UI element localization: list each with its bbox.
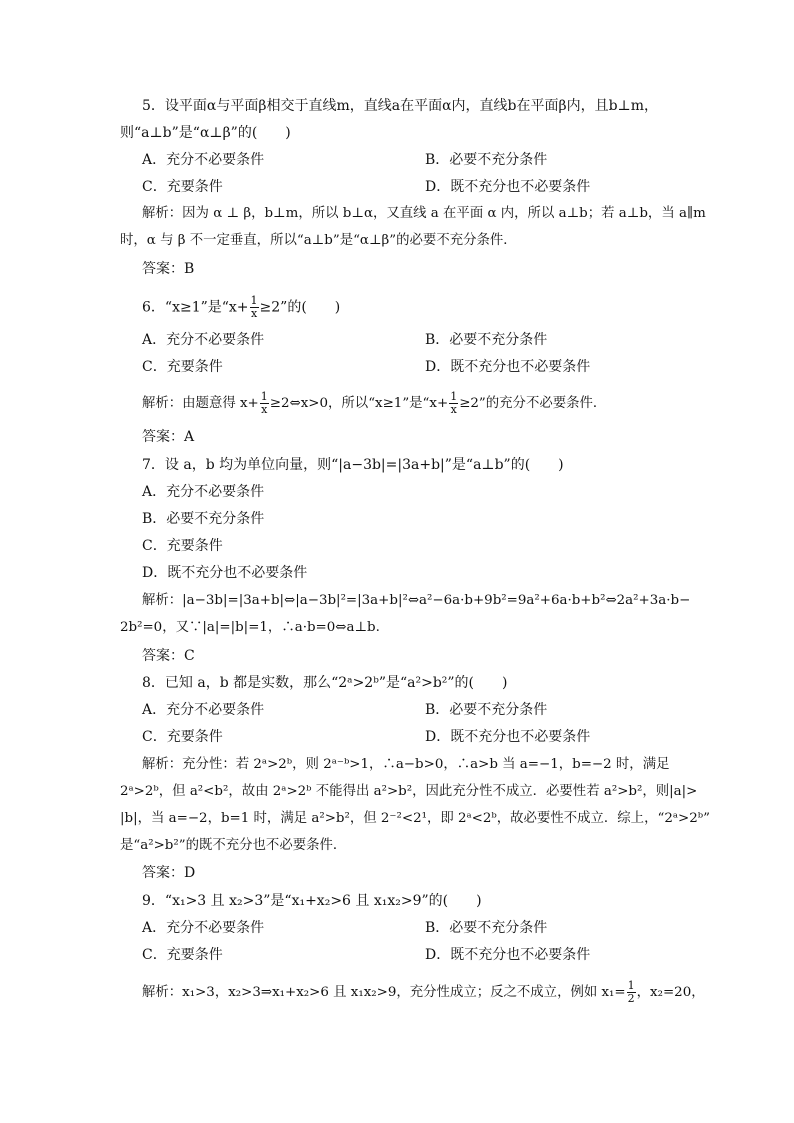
q5-option-a: A．充分不必要条件 xyxy=(142,152,265,168)
q7-option-a: A．充分不必要条件 xyxy=(142,484,265,500)
q8-answer: 答案：D xyxy=(142,865,196,881)
q5-answer: 答案：B xyxy=(142,261,195,277)
q7-stem: 7．设 a，b 均为单位向量，则“|a−3b|=|3a+b|”是“a⊥b”的( ) xyxy=(142,457,564,473)
q7-option-c: C．充要条件 xyxy=(142,538,223,554)
q6-option-d: D．既不充分也不必要条件 xyxy=(425,359,591,375)
q6-sol-fraction-2 xyxy=(449,391,458,416)
q9-sol-pre: 解析：x₁>3，x₂>3⇒x₁+x₂>6 且 x₁x₂>9，充分性成立；反之不成立，例如 x₁= xyxy=(142,985,626,1000)
q9-option-d: D．既不充分也不必要条件 xyxy=(425,947,591,963)
q6-answer: 答案：A xyxy=(142,429,195,445)
q8-option-a: A．充分不必要条件 xyxy=(142,702,265,718)
q5-stem-line1: 5．设平面α与平面β相交于直线m，直线a在平面α内，直线b在平面β内，且b⊥m， xyxy=(142,98,658,114)
q9-sol-post: ，x₂=20， xyxy=(636,985,705,1000)
q8-option-b: B．必要不充分条件 xyxy=(425,702,548,718)
q6-option-b: B．必要不充分条件 xyxy=(425,332,548,348)
q5-solution-line1: 解析：因为 α ⊥ β，b⊥m，所以 b⊥α，又直线 a 在平面 α 内，所以 a⊥b；若 a⊥b，当 a∥m xyxy=(142,206,706,221)
q9-sol-frac-den: 2 xyxy=(627,992,635,1005)
q6-sol-post: ≥2”的充分不必要条件． xyxy=(459,396,607,411)
q6-sol-pre: 解析：由题意得 x+ xyxy=(142,396,259,411)
q7-solution-line1: 解析：|a−3b|=|3a+b|⇔|a−3b|²=|3a+b|²⇔a²−6a·b+9b²=9a²+6a·b+b²⇔2a²+3a·b− xyxy=(142,593,691,608)
q6-sol-frac1-num: 1 xyxy=(260,390,268,403)
q6-sol-frac1-den: x xyxy=(261,403,268,416)
q8-solution-line1: 解析：充分性：若 2ᵃ>2ᵇ，则 2ᵃ⁻ᵇ>1，∴a−b>0，∴a>b 当 a=−1，b=−2 时，满足 xyxy=(142,757,670,772)
q8-option-d: D．既不充分也不必要条件 xyxy=(425,729,591,745)
q9-sol-frac-num: 1 xyxy=(627,979,635,992)
q5-solution-line2: 时，α 与 β 不一定垂直，所以“a⊥b”是“α⊥β”的必要不充分条件． xyxy=(120,233,517,248)
q6-option-c: C．充要条件 xyxy=(142,359,223,375)
q6-stem-frac-den: x xyxy=(250,307,258,320)
q6-stem-frac-num: 1 xyxy=(250,294,258,307)
q8-solution-line4: 是“a²>b²”的既不充分也不必要条件． xyxy=(120,838,347,853)
q8-option-c: C．充要条件 xyxy=(142,729,223,745)
q9-sol-fraction xyxy=(627,980,636,1005)
q9-option-c: C．充要条件 xyxy=(142,947,223,963)
q9-solution xyxy=(142,980,705,1005)
q8-solution-line3: |b|，当 a=−2，b=1 时，满足 a²>b²，但 2⁻²<2¹，即 2ᵃ<2ᵇ，故必要性不成立．综上，“2ᵃ>2ᵇ” xyxy=(120,811,710,826)
q7-answer: 答案：C xyxy=(142,648,195,664)
q6-sol-mid: ≥2⇔x>0，所以“x≥1”是“x+ xyxy=(269,396,449,411)
q5-option-b: B．必要不充分条件 xyxy=(425,152,548,168)
q6-solution xyxy=(142,391,606,416)
q6-sol-fraction-1 xyxy=(260,391,269,416)
q6-sol-frac2-num: 1 xyxy=(450,390,458,403)
q6-stem-pre: 6．“x≥1”是“x+ xyxy=(142,299,249,316)
q8-solution-line2: 2ᵃ>2ᵇ，但 a²<b²，故由 2ᵃ>2ᵇ 不能得出 a²>b²，因此充分性不成立．必要性若 a²>b²，则|a|> xyxy=(120,784,698,799)
q7-option-d: D．既不充分也不必要条件 xyxy=(142,565,308,581)
q6-stem-fraction xyxy=(250,295,259,320)
q6-stem-post: ≥2”的( ) xyxy=(259,299,341,316)
q5-option-c: C．充要条件 xyxy=(142,179,223,195)
q7-option-b: B．必要不充分条件 xyxy=(142,511,265,527)
q7-solution-line2: 2b²=0，又∵|a|=|b|=1，∴a·b=0⇔a⊥b. xyxy=(120,620,380,635)
q8-stem: 8．已知 a，b 都是实数，那么“2ᵃ>2ᵇ”是“a²>b²”的( ) xyxy=(142,675,508,691)
q6-option-a: A．充分不必要条件 xyxy=(142,332,265,348)
q5-stem-line2: 则“a⊥b”是“α⊥β”的( ) xyxy=(120,125,291,141)
q9-option-a: A．充分不必要条件 xyxy=(142,920,265,936)
q6-sol-frac2-den: x xyxy=(450,403,457,416)
q6-stem xyxy=(142,295,340,320)
q5-option-d: D．既不充分也不必要条件 xyxy=(425,179,591,195)
q9-option-b: B．必要不充分条件 xyxy=(425,920,548,936)
q9-stem: 9．“x₁>3 且 x₂>3”是“x₁+x₂>6 且 x₁x₂>9”的( ) xyxy=(142,893,482,909)
